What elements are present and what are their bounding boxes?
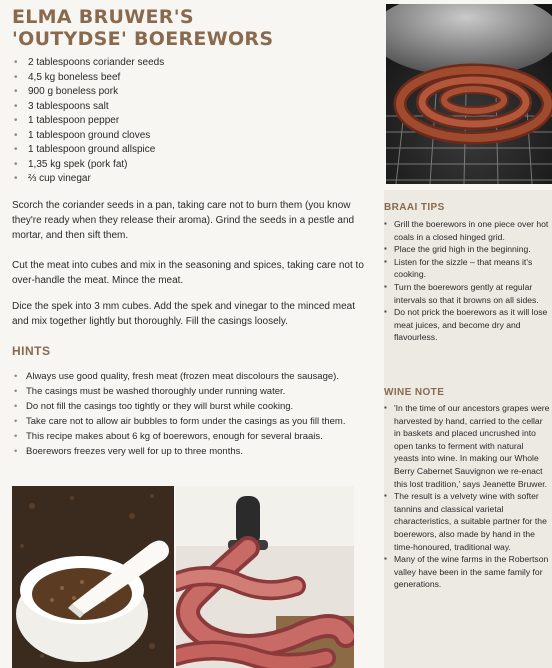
ingredient-item: • 3 tablespoons salt: [12, 100, 342, 115]
hint-item: • Do not fill the casings too tightly or they will burst while cooking.: [12, 399, 384, 414]
ingredient-item: • 2 tablespoons coriander seeds: [12, 56, 342, 71]
wine-note-item: ▪ Many of the wine farms in the Robertson valley have been in the same family for generations.: [384, 553, 550, 591]
ingredient-item: • 1 tablespoon pepper: [12, 114, 342, 129]
braai-tip-item: ▪ Listen for the sizzle – that means it's cooking.: [384, 256, 550, 281]
braai-tip-item: ▪ Grill the boerewors in one piece over hot coals in a closed hinged grid.: [384, 218, 550, 243]
raw-boerewors-photo: [176, 486, 354, 668]
wine-note-item: ▪ The result is a velvety wine with softer tannins and classical varietal characteristics, a suitable partner for the boerewors, also made by hand in the time-honoured, traditional way.: [384, 490, 550, 553]
recipe-title: [12, 6, 372, 50]
hints-heading: HINTS: [12, 344, 51, 358]
recipe-title-line-2: 'OUTYDSE' BOEREWORS: [12, 28, 274, 50]
ingredient-item: • 1,35 kg spek (pork fat): [12, 158, 342, 173]
ingredient-item: • 900 g boneless pork: [12, 85, 342, 100]
raw-sausage-illustration: [176, 486, 354, 668]
mortar-photo-illustration: [12, 486, 174, 668]
ingredient-item: • 1 tablespoon ground cloves: [12, 129, 342, 144]
braai-tip-item: ▪ Turn the boerewors gently at regular intervals so that it browns on all sides.: [384, 281, 550, 306]
wine-note-item: ▪ 'In the time of our ancestors grapes were harvested by hand, carried to the cellar in baskets and placed uncrushed into open tanks to ferment with natural yeasts into wine. In making our Whole Berry Cabernet Sauvignon we re-enact this lost tradition,' says Jeanette Bruwer.: [384, 402, 550, 490]
ingredient-item: • ⅔ cup vinegar: [12, 172, 342, 187]
grill-photo-illustration: [386, 4, 552, 184]
braai-tip-item: ▪ Do not prick the boerewors as it will lose meat juices, and become dry and flavourless.: [384, 306, 550, 344]
hint-item: • Take care not to allow air bubbles to form under the casings as you fill them.: [12, 414, 384, 429]
hint-item: • The casings must be washed thoroughly under running water.: [12, 384, 384, 399]
method-step-1: Scorch the coriander seeds in a pan, taking care not to burn them (you know they're ready when they release their aroma). Grind the seeds in a pestle and mortar, and then sift them.: [12, 200, 355, 241]
ingredients-list: [12, 56, 342, 187]
braai-tip-item: ▪ Place the grid high in the beginning.: [384, 243, 550, 256]
ingredient-item: • 1 tablespoon ground allspice: [12, 143, 342, 158]
wine-note-list: [384, 402, 550, 591]
wine-note-heading: WINE NOTE: [384, 387, 445, 398]
grill-boerewors-photo: [386, 4, 552, 184]
braai-tips-list: [384, 218, 550, 344]
hint-item: • This recipe makes about 6 kg of boerewors, enough for several braais.: [12, 429, 384, 444]
method-step-3: Dice the spek into 3 mm cubes. Add the spek and vinegar to the minced meat and mix together lightly but thoroughly. Fill the casings loosely.: [12, 301, 355, 327]
hint-item: • Boerewors freezes very well for up to three months.: [12, 444, 384, 459]
hint-item: • Always use good quality, fresh meat (frozen meat discolours the sausage).: [12, 369, 384, 384]
recipe-title-line-1: ELMA BRUWER'S: [12, 6, 194, 28]
braai-tips-heading: BRAAI TIPS: [384, 202, 445, 213]
mortar-pestle-photo: [12, 486, 174, 668]
method-step-2: Cut the meat into cubes and mix in the seasoning and spices, taking care not to over-handle the meat. Mince the meat.: [12, 260, 364, 286]
hints-list: [12, 369, 384, 459]
ingredient-item: • 4,5 kg boneless beef: [12, 71, 342, 86]
